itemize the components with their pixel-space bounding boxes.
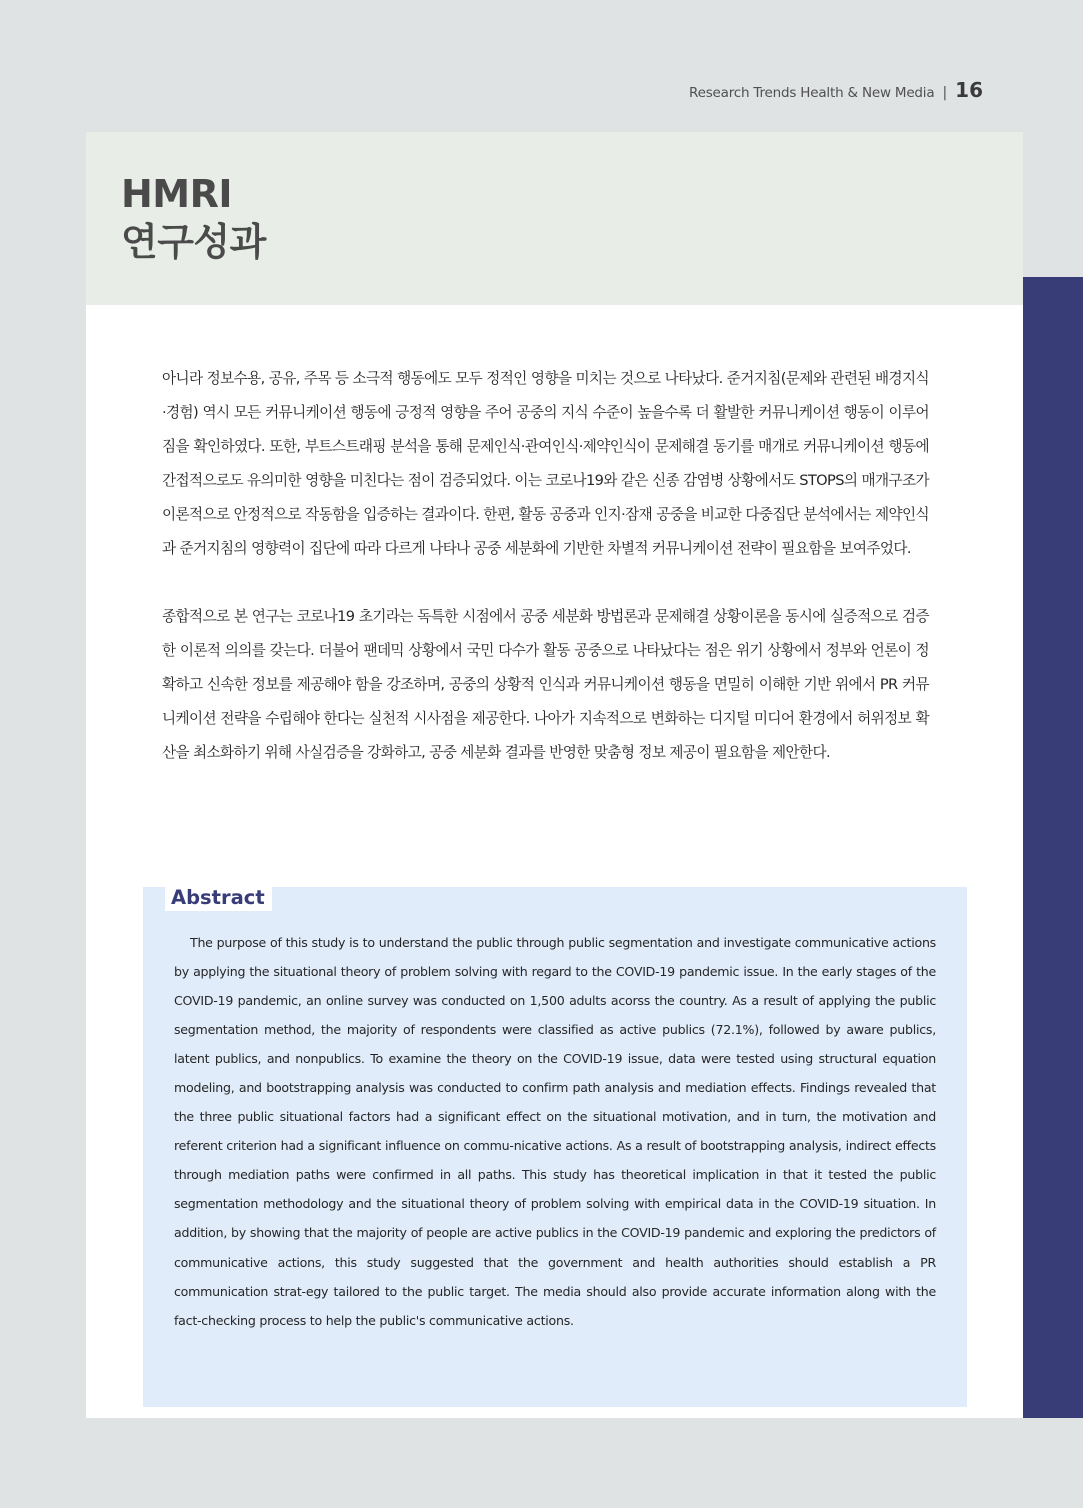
abstract-text: The purpose of this study is to understand the public through public segmentation and investigate communicative actions by applying the situational theory of problem solving with regard to the COVID-19 pandemic issue. In the early stages of the COVID-19 pandemic, an online survey was conducted on 1,500 adults acorss the country. As a result of applying the public segmentation method, the majority of respondents were classified as active publics (72.1%), followed by aware publics, latent publics, and nonpublics. To examine the theory on the COVID-19 issue, data were tested using structural equation modeling, and bootstrapping analysis was conducted to confirm path analysis and mediation effects. Findings revealed that the three public situational factors had a significant effect on the situational motivation, and in turn, the motivation and referent criterion had a significant influence on commu-nicative actions. As a result of bootstrapping analysis, indirect effects through mediation paths were confirmed in all paths. This study has theoretical implication in that it tested the public segmentation methodology and the situational theory of problem solving with empirical data in the COVID-19 situation. In addition, by showing that the majority of people are active publics in the COVID-19 pandemic and exploring the predictors of communicative actions, this study suggested that the government and health authorities should establish a PR communication strat-egy tailored to the public target. The media should also provide accurate information along with the fact-checking process to help the public's communicative actions. xyxy=(174,935,936,1328)
body-paragraph-2: 종합적으로 본 연구는 코로나19 초기라는 독특한 시점에서 공중 세분화 방법론과 문제해결 상황이론을 동시에 실증적으로 검증한 이론적 의의를 갖는다. 더불어 팬데믹 상황에서 국민 다수가 활동 공중으로 나타났다는 점은 위기 상황에서 정부와 언론이 정확하고 신속한 정보를 제공해야 함을 강조하며, 공중의 상황적 인식과 커뮤니케이션 행동을 면밀히 이해한 기반 위에서 PR 커뮤니케이션 전략을 수립해야 한다는 실천적 시사점을 제공한다. 나아가 지속적으로 변화하는 디지털 미디어 환경에서 허위정보 확산을 최소화하기 위해 사실검증을 강화하고, 공중 세분화 결과를 반영한 맞춤형 정보 제공이 필요함을 제안한다. xyxy=(162,608,929,761)
abstract-box xyxy=(143,887,967,1407)
journal-name: Research Trends Health & New Media xyxy=(689,85,935,101)
body-text xyxy=(162,362,929,770)
header-divider: | xyxy=(942,85,948,101)
side-accent-bar xyxy=(1023,277,1083,1418)
section-title xyxy=(121,170,266,266)
title-band xyxy=(86,132,1023,305)
body-paragraph-1: 아니라 정보수용, 공유, 주목 등 소극적 행동에도 모두 정적인 영향을 미치는 것으로 나타났다. 준거지침(문제와 관련된 배경지식·경험) 역시 모든 커뮤니케이션 행동에 긍정적 영향을 주어 공중의 지식 수준이 높을수록 더 활발한 커뮤니케이션 행동이 이루어짐을 확인하였다. 또한, 부트스트래핑 분석을 통해 문제인식·관여인식·제약인식이 문제해결 동기를 매개로 커뮤니케이션 행동에 간접적으로도 유의미한 영향을 미친다는 점이 검증되었다. 이는 코로나19와 같은 신종 감염병 상황에서도 STOPS의 매개구조가 이론적으로 안정적으로 작동함을 입증하는 결과이다. 한편, 활동 공중과 인지·잠재 공중을 비교한 다중집단 분석에서는 제약인식과 준거지침의 영향력이 집단에 따라 다르게 나타나 공중 세분화에 기반한 차별적 커뮤니케이션 전략이 필요함을 보여주었다. xyxy=(162,370,929,557)
page-number: 16 xyxy=(955,78,983,102)
page-header xyxy=(689,78,983,102)
section-title-line1: HMRI xyxy=(121,172,233,216)
section-title-line2: 연구성과 xyxy=(121,220,266,264)
abstract-title: Abstract xyxy=(165,884,272,911)
